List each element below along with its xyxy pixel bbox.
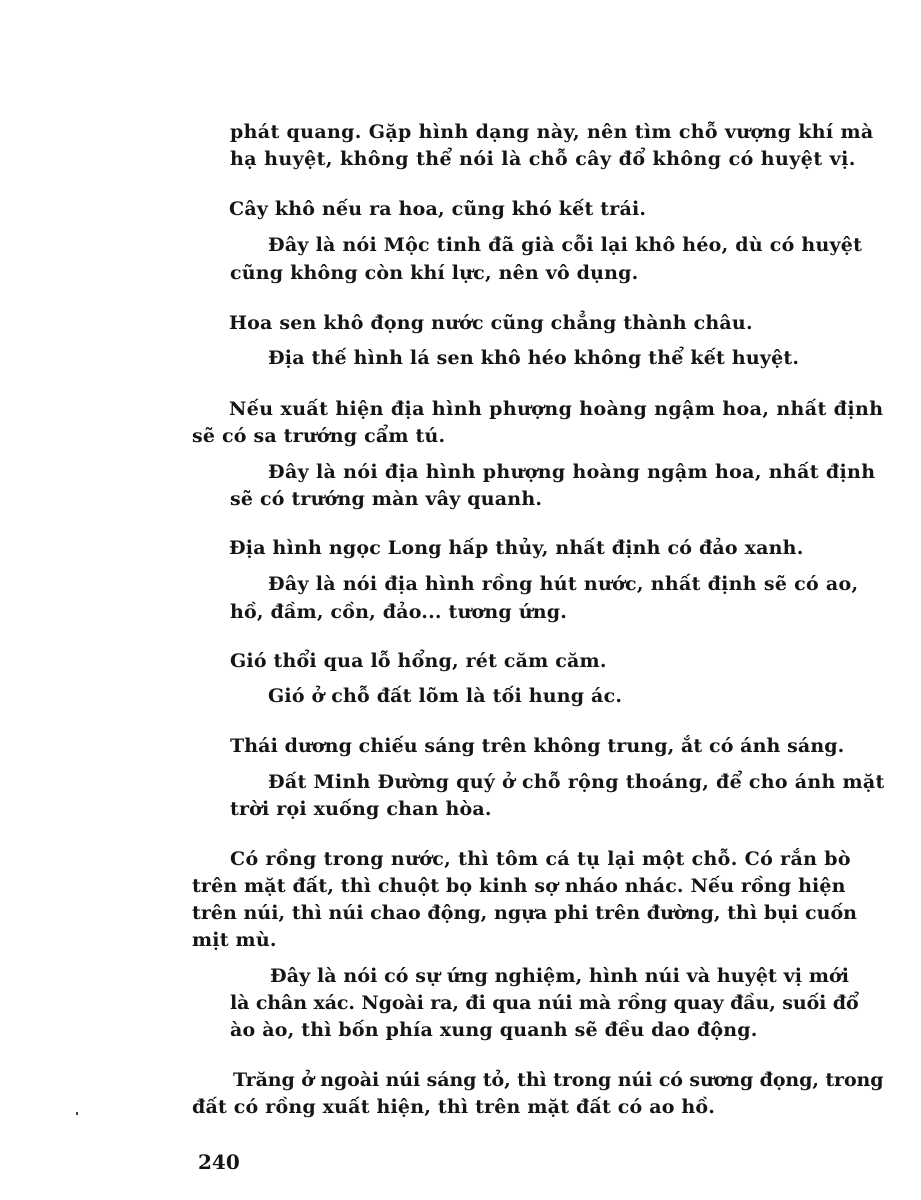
- text-line: Đây là nói có sự ứng nghiệm, hình núi và huyệt vị mới: [270, 965, 850, 987]
- text-line: Trăng ở ngoài núi sáng tỏ, thì trong núi có sương đọng, trong: [233, 1069, 884, 1091]
- text-line: Đất Minh Đường quý ở chỗ rộng thoáng, để cho ánh mặt: [268, 771, 885, 793]
- text-line: Gió ở chỗ đất lõm là tối hung ác.: [268, 685, 623, 707]
- page-number: 240: [198, 1150, 240, 1174]
- text-line: trên mặt đất, thì chuột bọ kinh sợ nháo nhác. Nếu rồng hiện: [192, 875, 846, 897]
- text-line: Địa thế hình lá sen khô héo không thể kết huyệt.: [268, 347, 800, 369]
- text-line: sẽ có sa trướng cẩm tú.: [192, 425, 446, 447]
- text-line: ào ào, thì bốn phía xung quanh sẽ đều dao động.: [230, 1019, 758, 1041]
- text-line: Thái dương chiếu sáng trên không trung, ắt có ánh sáng.: [230, 735, 845, 757]
- text-line: Cây khô nếu ra hoa, cũng khó kết trái.: [229, 198, 647, 220]
- text-line: mịt mù.: [192, 929, 277, 951]
- scan-speck: [76, 1112, 78, 1115]
- text-line: Nếu xuất hiện địa hình phượng hoàng ngậm hoa, nhất định: [229, 398, 884, 420]
- text-line: Đây là nói địa hình phượng hoàng ngậm hoa, nhất định: [268, 461, 876, 483]
- text-line: sẽ có trướng màn vây quanh.: [230, 488, 543, 510]
- text-line: Có rồng trong nước, thì tôm cá tụ lại một chỗ. Có rắn bò: [230, 848, 851, 870]
- text-line: Đây là nói địa hình rồng hút nước, nhất định sẽ có ao,: [268, 573, 859, 595]
- text-line: Hoa sen khô đọng nước cũng chẳng thành châu.: [229, 312, 753, 334]
- text-line: hồ, đầm, cồn, đảo... tương ứng.: [230, 601, 568, 623]
- text-line: phát quang. Gặp hình dạng này, nên tìm chỗ vượng khí mà: [230, 121, 874, 143]
- text-line: đất có rồng xuất hiện, thì trên mặt đất có ao hồ.: [192, 1096, 716, 1118]
- text-line: Đây là nói Mộc tinh đã già cỗi lại khô héo, dù có huyệt: [268, 234, 863, 256]
- text-line: hạ huyệt, không thể nói là chỗ cây đổ không có huyệt vị.: [230, 148, 856, 170]
- text-line: Gió thổi qua lỗ hổng, rét căm căm.: [230, 650, 607, 672]
- text-line: trên núi, thì núi chao động, ngựa phi trên đường, thì bụi cuốn: [192, 902, 858, 924]
- text-line: cũng không còn khí lực, nên vô dụng.: [230, 262, 639, 284]
- text-line: trời rọi xuống chan hòa.: [230, 798, 492, 820]
- text-line: là chân xác. Ngoài ra, đi qua núi mà rồng quay đầu, suối đổ: [230, 992, 859, 1014]
- text-line: Địa hình ngọc Long hấp thủy, nhất định có đảo xanh.: [229, 537, 804, 559]
